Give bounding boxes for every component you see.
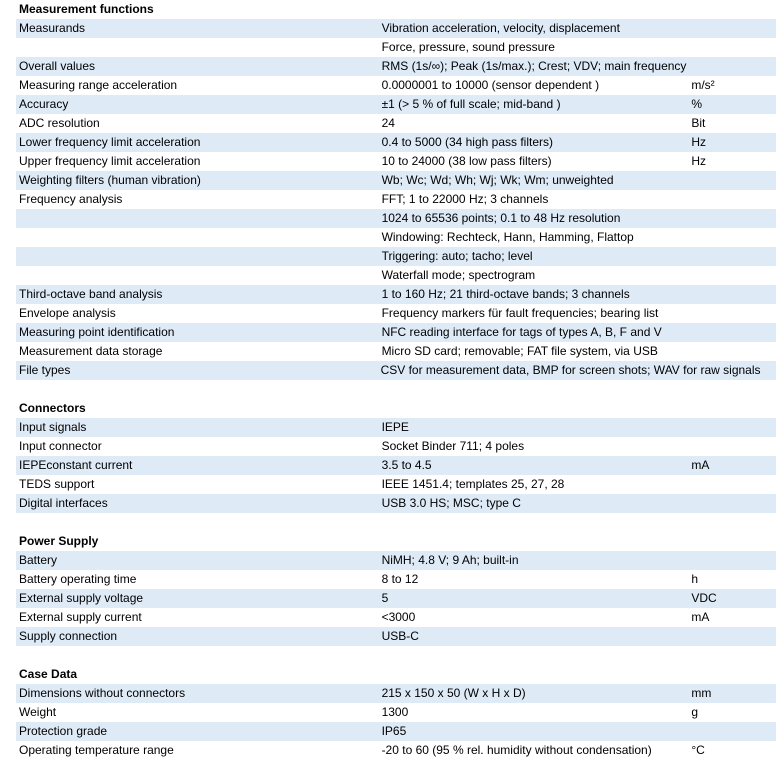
row-label: TEDS support <box>19 477 95 491</box>
row-value: 1 to 160 Hz; 21 third-octave bands; 3 channels <box>381 287 630 301</box>
row-unit: °C <box>691 743 705 757</box>
row-label: Operating temperature range <box>19 743 174 757</box>
table-row <box>16 19 776 38</box>
row-unit: mm <box>691 686 712 700</box>
table-row <box>16 171 776 190</box>
row-label <box>16 228 379 247</box>
table-row <box>16 456 776 475</box>
row-unit: VDC <box>691 591 717 605</box>
row-label: Envelope analysis <box>19 306 116 320</box>
row-label: Overall values <box>19 59 96 73</box>
row-value: 0.0000001 to 10000 (sensor dependent ) <box>381 78 600 92</box>
row-label: Battery operating time <box>19 572 137 586</box>
table-row <box>16 114 776 133</box>
table-row <box>16 608 776 627</box>
row-label: External supply voltage <box>19 591 144 605</box>
table-row <box>16 152 776 171</box>
row-unit <box>688 228 776 247</box>
row-unit <box>688 323 776 342</box>
section-spacer <box>0 380 784 399</box>
row-label: External supply current <box>19 610 142 624</box>
section-title: Measurement functions <box>19 2 154 16</box>
row-value: Socket Binder 711; 4 poles <box>381 439 525 453</box>
table-row <box>16 285 776 304</box>
table-row <box>16 684 776 703</box>
row-unit: Hz <box>691 135 707 149</box>
row-unit <box>688 38 776 57</box>
row-unit <box>688 437 776 456</box>
row-unit <box>688 285 776 304</box>
row-label: Weight <box>19 705 57 719</box>
table-row <box>16 133 776 152</box>
row-value: 10 to 24000 (38 low pass filters) <box>381 154 552 168</box>
row-label: Measuring range acceleration <box>19 78 178 92</box>
section-title: Case Data <box>19 667 78 681</box>
row-value: Triggering: auto; tacho; level <box>381 249 533 263</box>
row-label: IEPEconstant current <box>19 458 133 472</box>
row-unit <box>688 247 776 266</box>
row-label: ADC resolution <box>19 116 100 130</box>
row-label: Input connector <box>19 439 102 453</box>
row-label: Digital interfaces <box>19 496 108 510</box>
table-row <box>16 38 776 57</box>
row-label: File types <box>19 363 71 377</box>
row-value: <3000 <box>381 610 416 624</box>
table-row <box>16 266 776 285</box>
row-unit <box>688 190 776 209</box>
row-value: IEPE <box>381 420 409 434</box>
row-value: FFT; 1 to 22000 Hz; 3 channels <box>381 192 549 206</box>
row-value: Waterfall mode; spectrogram <box>381 268 536 282</box>
row-unit <box>688 171 776 190</box>
table-row <box>16 418 776 437</box>
table-row <box>16 722 776 741</box>
section-spacer <box>0 513 784 532</box>
row-label: Protection grade <box>19 724 108 738</box>
row-label: Lower frequency limit acceleration <box>19 135 201 149</box>
row-label: Dimensions without connectors <box>19 686 186 700</box>
row-unit <box>688 209 776 228</box>
row-value: RMS (1s/∞); Peak (1s/max.); Crest; VDV; main frequency <box>381 59 687 73</box>
row-value: 0.4 to 5000 (34 high pass filters) <box>381 135 553 149</box>
table-row <box>16 323 776 342</box>
row-label: Upper frequency limit acceleration <box>19 154 201 168</box>
row-unit: g <box>691 705 699 719</box>
spec-section <box>16 532 776 646</box>
table-row <box>16 190 776 209</box>
row-label <box>16 38 379 57</box>
row-unit <box>688 494 776 513</box>
row-value: NFC reading interface for tags of types A, B, F and V <box>381 325 662 339</box>
table-row <box>16 589 776 608</box>
row-value: Force, pressure, sound pressure <box>381 40 555 54</box>
row-label: Supply connection <box>19 629 118 643</box>
table-row <box>16 247 776 266</box>
row-unit <box>688 475 776 494</box>
row-value: Micro SD card; removable; FAT file system, via USB <box>381 344 658 358</box>
row-label: Third-octave band analysis <box>19 287 163 301</box>
table-row <box>16 209 776 228</box>
table-row <box>16 741 776 760</box>
row-value: IP65 <box>381 724 407 738</box>
row-label <box>16 247 379 266</box>
table-row <box>16 551 776 570</box>
row-label: Battery <box>19 553 58 567</box>
row-value: 8 to 12 <box>381 572 419 586</box>
table-row <box>16 342 776 361</box>
row-value: ±1 (> 5 % of full scale; mid-band ) <box>381 97 561 111</box>
row-unit: mA <box>691 610 710 624</box>
row-value: Vibration acceleration, velocity, displacement <box>381 21 620 35</box>
row-value: Wb; Wc; Wd; Wh; Wj; Wk; Wm; unweighted <box>381 173 614 187</box>
row-value: -20 to 60 (95 % rel. humidity without condensation) <box>381 743 652 757</box>
row-value: 1024 to 65536 points; 0.1 to 48 Hz resolution <box>381 211 621 225</box>
spec-section <box>16 665 776 760</box>
row-value: Frequency markers für fault frequencies; bearing list <box>381 306 659 320</box>
row-unit <box>688 304 776 323</box>
row-value: NiMH; 4.8 V; 9 Ah; built-in <box>381 553 519 567</box>
row-value: CSV for measurement data, BMP for screen shots; WAV for raw signals <box>380 363 761 377</box>
row-unit <box>689 361 776 380</box>
row-unit <box>688 342 776 361</box>
table-row <box>16 475 776 494</box>
row-value: 24 <box>381 116 395 130</box>
row-unit <box>688 266 776 285</box>
row-label: Measuring point identification <box>19 325 175 339</box>
row-label: Accuracy <box>19 97 69 111</box>
row-unit <box>688 19 776 38</box>
row-value: IEEE 1451.4; templates 25, 27, 28 <box>381 477 565 491</box>
row-unit: mA <box>691 458 710 472</box>
row-unit: Bit <box>691 116 706 130</box>
spec-section <box>16 0 776 380</box>
section-spacer <box>0 646 784 665</box>
section-title: Power Supply <box>19 534 99 548</box>
table-row <box>16 304 776 323</box>
row-value: 3.5 to 4.5 <box>381 458 432 472</box>
row-value: 5 <box>381 591 389 605</box>
section-title: Connectors <box>19 401 86 415</box>
row-unit: h <box>691 572 699 586</box>
row-unit: m/s² <box>691 78 715 92</box>
row-unit <box>688 627 776 646</box>
row-value: USB-C <box>381 629 419 643</box>
row-label: Weighting filters (human vibration) <box>19 173 201 187</box>
table-row <box>16 627 776 646</box>
row-label: Input signals <box>19 420 87 434</box>
table-row <box>16 437 776 456</box>
table-row <box>16 95 776 114</box>
row-label: Frequency analysis <box>19 192 123 206</box>
table-row <box>16 361 776 380</box>
table-row <box>16 703 776 722</box>
row-value: 215 x 150 x 50 (W x H x D) <box>381 686 526 700</box>
row-value: 1300 <box>381 705 409 719</box>
row-label: Measurands <box>19 21 86 35</box>
row-unit <box>688 57 776 76</box>
row-label: Measurement data storage <box>19 344 163 358</box>
row-unit <box>688 418 776 437</box>
row-unit <box>688 722 776 741</box>
row-unit: Hz <box>691 154 707 168</box>
table-row <box>16 494 776 513</box>
row-label <box>16 209 379 228</box>
row-value: USB 3.0 HS; MSC; type C <box>381 496 521 510</box>
table-row <box>16 57 776 76</box>
table-row <box>16 570 776 589</box>
row-label <box>16 266 379 285</box>
table-row <box>16 228 776 247</box>
table-row <box>16 76 776 95</box>
row-unit: % <box>691 97 703 111</box>
spec-section <box>16 399 776 513</box>
row-unit <box>688 551 776 570</box>
row-value: Windowing: Rechteck, Hann, Hamming, Flattop <box>381 230 634 244</box>
